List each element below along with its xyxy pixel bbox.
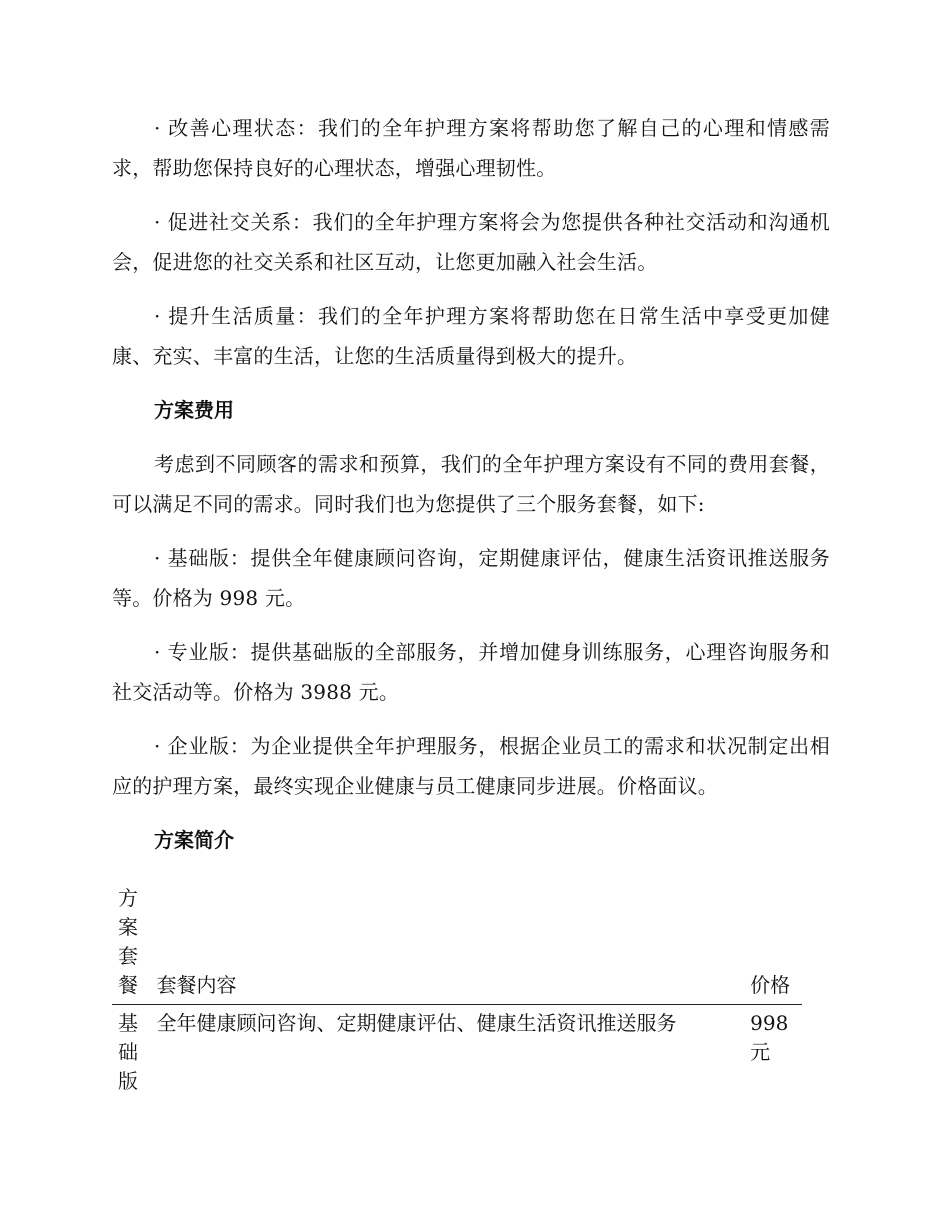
paragraph-pro-plan: · 专业版：提供基础版的全部服务，并增加健身训练服务，心理咨询服务和社交活动等。价格为 3988 元。 [112,640,830,704]
table-cell-plan: 基础版 [118,1011,138,1093]
paragraph-fees-intro: 考虑到不同顾客的需求和预算，我们的全年护理方案设有不同的费用套餐，可以满足不同的需求。同时我们也为您提供了三个服务套餐，如下: [112,452,830,516]
paragraph-enterprise-plan: · 企业版：为企业提供全年护理服务，根据企业员工的需求和状况制定出相应的护理方案，最终实现企业健康与员工健康同步进展。价格面议。 [112,734,830,798]
table-cell-price: 998元 [750,1011,789,1064]
table-row [112,1005,802,1097]
paragraph-social-relations: · 促进社交关系：我们的全年护理方案将会为您提供各种社交活动和沟通机会，促进您的社交关系和社区互动，让您更加融入社会生活。 [112,210,830,274]
table-header-row [112,884,802,1005]
heading-plan-intro: 方案简介 [154,828,234,852]
table-header-content: 套餐内容 [151,884,745,1005]
paragraph-mental-state: · 改善心理状态：我们的全年护理方案将帮助您了解自己的心理和情感需求，帮助您保持良好的心理状态，增强心理韧性。 [112,116,830,180]
document-page [112,108,830,1096]
table-cell-content: 全年健康顾问咨询、定期健康评估、健康生活资讯推送服务 [156,1011,677,1035]
paragraph-life-quality: · 提升生活质量：我们的全年护理方案将帮助您在日常生活中享受更加健康、充实、丰富的生活，让您的生活质量得到极大的提升。 [112,304,830,368]
plan-table [112,884,802,1096]
heading-plan-fees: 方案费用 [154,398,234,422]
paragraph-basic-plan: · 基础版：提供全年健康顾问咨询，定期健康评估，健康生活资讯推送服务等。价格为 998 元。 [112,546,830,610]
table-header-price: 价格 [744,884,802,1005]
table-header-plan: 方案套餐 [112,884,151,1005]
